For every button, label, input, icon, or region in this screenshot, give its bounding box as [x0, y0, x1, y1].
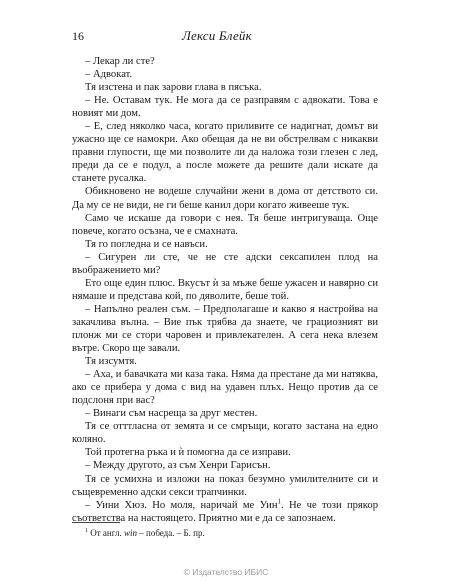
paragraph: Тя изстена и пак зарови глава в пясъка. — [85, 82, 262, 94]
paragraph-text: . Не че този прякор съответства на настоящето. Приятно ми е да се запознаем. — [72, 499, 378, 524]
footnote-mark: 1 — [85, 528, 88, 534]
page-number: 16 — [72, 29, 84, 43]
paragraph: – Лекар ли сте? — [85, 56, 155, 67]
paragraph: – Аха, и бавачката ми каза така. Няма да престане да ми натяква, ако се прибера у дома с вид на удавен плъх. Нещо против да се подслоня при вас? — [72, 369, 378, 407]
body-text — [72, 55, 378, 525]
footnote-lead: От англ. — [90, 528, 122, 538]
paragraph: Тя го погледна и се навъси. — [85, 238, 208, 250]
footnote-word: win — [123, 528, 137, 538]
footnote — [85, 527, 378, 539]
paragraph: – Адвокат. — [85, 69, 133, 81]
paragraph: – Сигурен ли сте, че не сте адски сексапилен плод на въображението ми? — [72, 251, 378, 276]
footnote-divider — [72, 522, 120, 523]
paragraph: Тя изсумтя. — [85, 356, 137, 368]
footnote-rest: – победа. – Б. пр. — [139, 528, 205, 538]
paragraph: – Винаги съм насреща за друг местен. — [85, 408, 258, 420]
paragraph: Тя се усмихна и изложи на показ безумно умилителните си и същевременно адски секси трапчинки. — [72, 473, 378, 498]
paragraph-text: – Уини Хюз. Но моля, наричай ме Уин — [85, 499, 278, 511]
paragraph: – Не. Оставам тук. Не мога да се разправям с адвокати. Това е новият ми дом. — [72, 95, 378, 120]
running-head — [72, 28, 378, 44]
publisher-watermark: © Издателство ИБИС — [183, 567, 269, 577]
paragraph-last — [72, 499, 378, 525]
footnote-reference[interactable]: 1 — [277, 497, 281, 506]
paragraph: Обикновено не водеше случайни жени в дома от детството си. Да му се не види, не ги беше канил дори когато живееше тук. — [72, 186, 378, 211]
paragraph: Ето още един плюс. Вкусът ѝ за мъже беше ужасен и навярно си нямаше и представа кой, по дяволите, беше той. — [72, 277, 378, 302]
book-author-title: Лекси Блейк — [182, 28, 252, 43]
paragraph: Само че искаше да говори с нея. Тя беше интригуваща. Още повече, когато осъзна, че е смахната. — [72, 212, 378, 237]
paragraph: Той протегна ръка и ѝ помогна да се изправи. — [85, 447, 291, 459]
paragraph: – Напълно реален съм. – Предполагаше и какво я настройва на закачлива вълна. – Вие пък трябва да знаете, че грациозният ви плонж ми се стори чаровен и привлекателен. А сега нека влезем вътре. Скоро ще завали. — [72, 303, 378, 355]
paragraph: – Е, след няколко часа, когато приливите се надигнат, домът ви ужасно ще се намокри. Ако обещая да не ви обстрелвам с никакви правни глупости, ще ми позволите ли да наложа този глезен с лед, преди да се е подул, а после можете да решите дали искате да станете русалка. — [72, 121, 378, 185]
paragraph: Тя се отттласна от земята и се смръщи, когато застана на едно коляно. — [72, 421, 378, 446]
paragraph: – Между другото, аз съм Хенри Гарисън. — [85, 460, 271, 472]
